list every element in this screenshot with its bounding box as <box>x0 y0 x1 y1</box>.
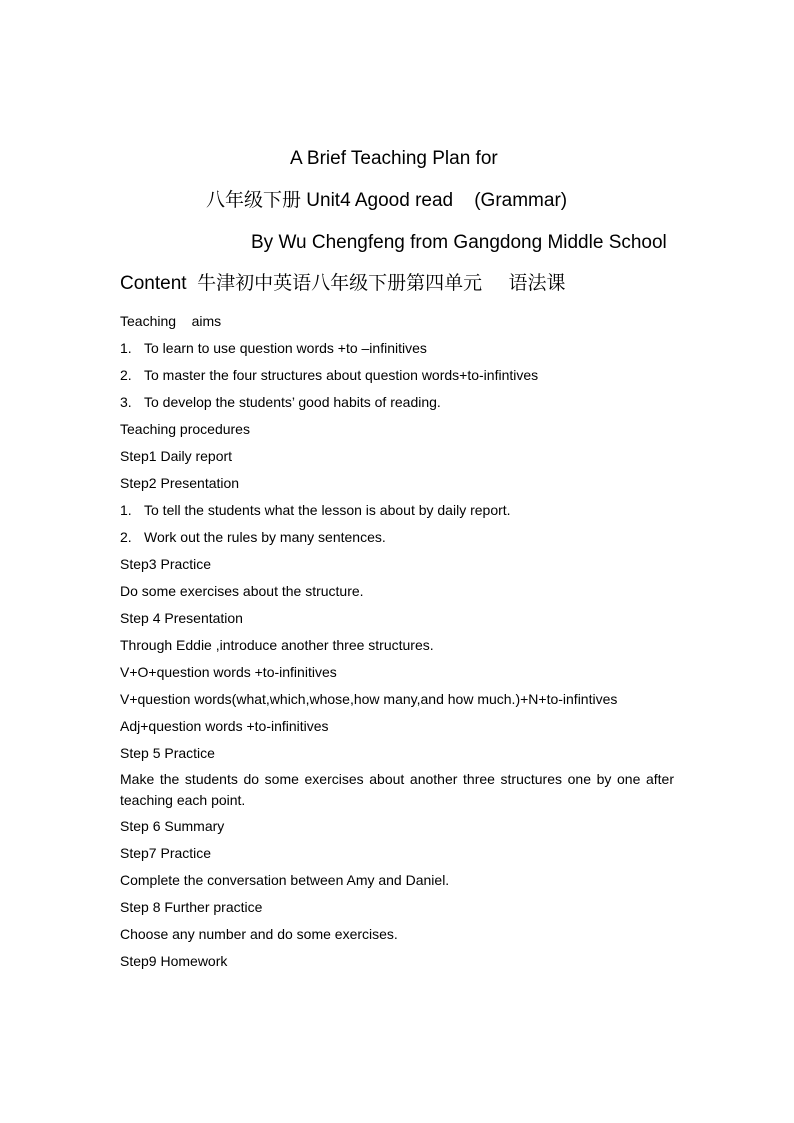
plan-author: By Wu Chengfeng from Gangdong Middle School <box>251 232 667 253</box>
step2-item <box>120 501 674 528</box>
step2-heading: Step2 Presentation <box>120 475 240 491</box>
step4-text: Through Eddie ,introduce another three structures. <box>120 637 434 653</box>
step5-heading: Step 5 Practice <box>120 745 215 761</box>
aim-number: 1. <box>120 340 132 356</box>
step2-item-number: 2. <box>120 529 132 545</box>
step2-item <box>120 528 674 555</box>
step8-heading: Step 8 Further practice <box>120 899 263 915</box>
plan-body <box>120 312 674 979</box>
aims-heading: Teaching aims <box>120 313 222 329</box>
step9-heading: Step9 Homework <box>120 953 228 969</box>
structure-2: V+question words(what,which,whose,how many,and how much.)+N+to-infintives <box>120 691 618 707</box>
structure-3: Adj+question words +to-infinitives <box>120 718 329 734</box>
aim-item <box>120 393 674 420</box>
step7-text: Complete the conversation between Amy and Daniel. <box>120 872 450 888</box>
step4-heading: Step 4 Presentation <box>120 610 243 626</box>
plan-title: A Brief Teaching Plan for <box>290 148 498 169</box>
content-line <box>120 272 566 296</box>
step2-item-number: 1. <box>120 502 132 518</box>
procedures-heading: Teaching procedures <box>120 421 250 437</box>
step2-item-text: Work out the rules by many sentences. <box>144 529 386 545</box>
aim-text: To develop the students’ good habits of reading. <box>144 394 441 410</box>
step3-text: Do some exercises about the structure. <box>120 583 364 599</box>
step6-heading: Step 6 Summary <box>120 818 225 834</box>
aim-number: 2. <box>120 367 132 383</box>
step8-text: Choose any number and do some exercises. <box>120 926 398 942</box>
step3-heading: Step3 Practice <box>120 556 212 572</box>
step1-heading: Step1 Daily report <box>120 448 233 464</box>
step7-heading: Step7 Practice <box>120 845 212 861</box>
content-text: 牛津初中英语八年级下册第四单元 语法课 <box>197 273 566 294</box>
content-label: Content <box>120 273 187 294</box>
aim-item <box>120 366 674 393</box>
plan-subtitle: 八年级下册 Unit4 Agood read (Grammar) <box>206 190 568 211</box>
structure-1: V+O+question words +to-infinitives <box>120 664 337 680</box>
step5-text: Make the students do some exercises about another three structures one by one after teaching each point. <box>120 771 674 808</box>
step2-item-text: To tell the students what the lesson is about by daily report. <box>144 502 511 518</box>
aim-text: To master the four structures about question words+to-infintives <box>144 367 539 383</box>
aim-item <box>120 339 674 366</box>
aim-number: 3. <box>120 394 132 410</box>
aim-text: To learn to use question words +to –infinitives <box>144 340 427 356</box>
